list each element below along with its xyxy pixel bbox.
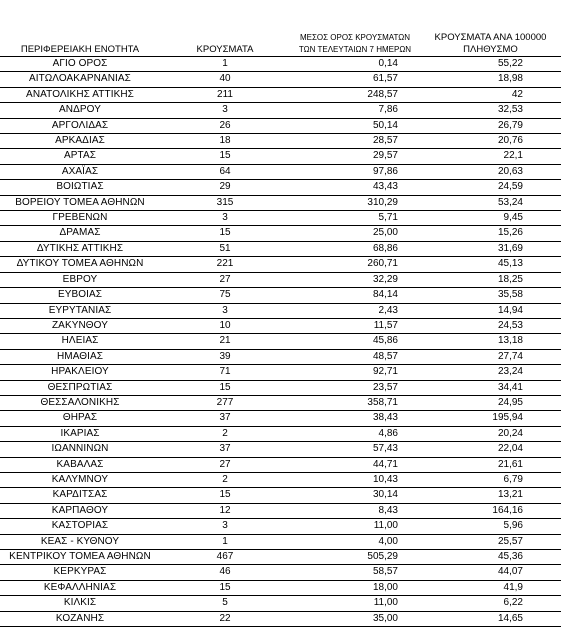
per-100k-cell: 41,9	[420, 580, 561, 595]
table-row	[0, 550, 561, 565]
region-cell: ΚΕΡΚΥΡΑΣ	[0, 565, 160, 580]
per-100k-cell: 53,24	[420, 195, 561, 210]
table-row	[0, 457, 561, 472]
region-cell: ΚΕΑΣ - ΚΥΘΝΟΥ	[0, 534, 160, 549]
table-row	[0, 195, 561, 210]
region-cell: ΚΟΖΑΝΗΣ	[0, 611, 160, 626]
cases-cell: 22	[160, 611, 290, 626]
cases-cell: 2	[160, 426, 290, 441]
avg-cell: 4,00	[290, 534, 420, 549]
table-row	[0, 334, 561, 349]
avg-cell: 32,29	[290, 272, 420, 287]
per-100k-cell: 6,22	[420, 596, 561, 611]
table-row	[0, 411, 561, 426]
avg-cell: 5,71	[290, 211, 420, 226]
cases-cell: 75	[160, 288, 290, 303]
header-per-line1: ΚΡΟΥΣΜΑΤΑ ΑΝΑ 100000	[434, 32, 547, 43]
cases-table	[0, 18, 561, 627]
cases-cell: 15	[160, 380, 290, 395]
avg-cell: 18,00	[290, 580, 420, 595]
per-100k-cell: 14,94	[420, 303, 561, 318]
avg-cell: 11,00	[290, 596, 420, 611]
avg-cell: 310,29	[290, 195, 420, 210]
per-100k-cell: 14,65	[420, 611, 561, 626]
cases-cell: 15	[160, 580, 290, 595]
table-row	[0, 365, 561, 380]
region-cell: ΔΡΑΜΑΣ	[0, 226, 160, 241]
table-row	[0, 57, 561, 72]
region-cell: ΘΗΡΑΣ	[0, 411, 160, 426]
per-100k-cell: 35,58	[420, 288, 561, 303]
cases-cell: 18	[160, 134, 290, 149]
cases-cell: 1	[160, 57, 290, 72]
cases-cell: 27	[160, 457, 290, 472]
per-100k-cell: 164,16	[420, 503, 561, 518]
per-100k-cell: 13,18	[420, 334, 561, 349]
region-cell: ΚΑΒΑΛΑΣ	[0, 457, 160, 472]
cases-cell: 315	[160, 195, 290, 210]
region-cell: ΑΓΙΟ ΟΡΟΣ	[0, 57, 160, 72]
table-row	[0, 149, 561, 164]
table-row	[0, 503, 561, 518]
cases-cell: 15	[160, 149, 290, 164]
cases-cell: 3	[160, 103, 290, 118]
table-row	[0, 226, 561, 241]
per-100k-cell: 45,36	[420, 550, 561, 565]
table-header	[0, 18, 561, 57]
table-row	[0, 565, 561, 580]
header-cases: ΚΡΟΥΣΜΑΤΑ	[160, 18, 290, 57]
table-row	[0, 580, 561, 595]
region-cell: ΕΒΡΟΥ	[0, 272, 160, 287]
region-cell: ΙΚΑΡΙΑΣ	[0, 426, 160, 441]
avg-cell: 11,00	[290, 519, 420, 534]
region-cell: ΕΥΒΟΙΑΣ	[0, 288, 160, 303]
region-cell: ΚΑΡΔΙΤΣΑΣ	[0, 488, 160, 503]
region-cell: ΑΡΤΑΣ	[0, 149, 160, 164]
region-cell: ΑΝΔΡΟΥ	[0, 103, 160, 118]
cases-cell: 2	[160, 472, 290, 487]
avg-cell: 48,57	[290, 349, 420, 364]
cases-cell: 3	[160, 303, 290, 318]
avg-cell: 58,57	[290, 565, 420, 580]
region-cell: ΑΡΚΑΔΙΑΣ	[0, 134, 160, 149]
cases-cell: 29	[160, 180, 290, 195]
avg-cell: 0,14	[290, 57, 420, 72]
cases-cell: 277	[160, 395, 290, 410]
per-100k-cell: 25,57	[420, 534, 561, 549]
table-row	[0, 288, 561, 303]
avg-cell: 505,29	[290, 550, 420, 565]
table-row	[0, 118, 561, 133]
table-row	[0, 164, 561, 179]
region-cell: ΔΥΤΙΚΟΥ ΤΟΜΕΑ ΑΘΗΝΩΝ	[0, 257, 160, 272]
per-100k-cell: 23,24	[420, 365, 561, 380]
table-row	[0, 472, 561, 487]
cases-cell: 12	[160, 503, 290, 518]
per-100k-cell: 45,13	[420, 257, 561, 272]
table-body	[0, 57, 561, 627]
cases-cell: 1	[160, 534, 290, 549]
per-100k-cell: 27,74	[420, 349, 561, 364]
per-100k-cell: 15,26	[420, 226, 561, 241]
avg-cell: 260,71	[290, 257, 420, 272]
cases-cell: 71	[160, 365, 290, 380]
region-cell: ΔΥΤΙΚΗΣ ΑΤΤΙΚΗΣ	[0, 241, 160, 256]
header-per-100k	[420, 18, 561, 57]
table-row	[0, 103, 561, 118]
cases-cell: 21	[160, 334, 290, 349]
cases-cell: 3	[160, 519, 290, 534]
avg-cell: 30,14	[290, 488, 420, 503]
avg-cell: 38,43	[290, 411, 420, 426]
per-100k-cell: 5,96	[420, 519, 561, 534]
cases-cell: 3	[160, 211, 290, 226]
cases-cell: 37	[160, 442, 290, 457]
table-row	[0, 211, 561, 226]
per-100k-cell: 20,24	[420, 426, 561, 441]
table-row	[0, 72, 561, 87]
avg-cell: 44,71	[290, 457, 420, 472]
region-cell: ΗΡΑΚΛΕΙΟΥ	[0, 365, 160, 380]
avg-cell: 43,43	[290, 180, 420, 195]
avg-cell: 28,57	[290, 134, 420, 149]
region-cell: ΚΑΡΠΑΘΟΥ	[0, 503, 160, 518]
region-cell: ΘΕΣΣΑΛΟΝΙΚΗΣ	[0, 395, 160, 410]
table-row	[0, 180, 561, 195]
region-cell: ΚΙΛΚΙΣ	[0, 596, 160, 611]
table-row	[0, 442, 561, 457]
per-100k-cell: 55,22	[420, 57, 561, 72]
per-100k-cell: 24,95	[420, 395, 561, 410]
avg-cell: 45,86	[290, 334, 420, 349]
table-row	[0, 272, 561, 287]
cases-cell: 51	[160, 241, 290, 256]
cases-cell: 5	[160, 596, 290, 611]
region-cell: ΕΥΡΥΤΑΝΙΑΣ	[0, 303, 160, 318]
table-row	[0, 426, 561, 441]
avg-cell: 358,71	[290, 395, 420, 410]
per-100k-cell: 13,21	[420, 488, 561, 503]
table-row	[0, 349, 561, 364]
per-100k-cell: 22,04	[420, 442, 561, 457]
header-avg-line2: ΤΩΝ ΤΕΛΕΥΤΑΙΩΝ 7 ΗΜΕΡΩΝ	[298, 45, 412, 54]
per-100k-cell: 24,53	[420, 318, 561, 333]
header-row	[0, 18, 561, 57]
region-cell: ΓΡΕΒΕΝΩΝ	[0, 211, 160, 226]
avg-cell: 10,43	[290, 472, 420, 487]
cases-cell: 15	[160, 226, 290, 241]
table-row	[0, 380, 561, 395]
avg-cell: 92,71	[290, 365, 420, 380]
cases-cell: 27	[160, 272, 290, 287]
table-row	[0, 241, 561, 256]
per-100k-cell: 20,76	[420, 134, 561, 149]
header-region: ΠΕΡΙΦΕΡΕΙΑΚΗ ΕΝΟΤΗΤΑ	[0, 18, 160, 57]
per-100k-cell: 20,63	[420, 164, 561, 179]
table-row	[0, 488, 561, 503]
avg-cell: 29,57	[290, 149, 420, 164]
cases-cell: 39	[160, 349, 290, 364]
region-cell: ΚΕΝΤΡΙΚΟΥ ΤΟΜΕΑ ΑΘΗΝΩΝ	[0, 550, 160, 565]
cases-cell: 15	[160, 488, 290, 503]
cases-cell: 467	[160, 550, 290, 565]
per-100k-cell: 22,1	[420, 149, 561, 164]
per-100k-cell: 42	[420, 87, 561, 102]
table-row	[0, 534, 561, 549]
avg-cell: 57,43	[290, 442, 420, 457]
region-cell: ΖΑΚΥΝΘΟΥ	[0, 318, 160, 333]
per-100k-cell: 18,25	[420, 272, 561, 287]
avg-cell: 23,57	[290, 380, 420, 395]
header-avg	[290, 18, 420, 57]
avg-cell: 25,00	[290, 226, 420, 241]
avg-cell: 50,14	[290, 118, 420, 133]
per-100k-cell: 34,41	[420, 380, 561, 395]
region-cell: ΚΑΣΤΟΡΙΑΣ	[0, 519, 160, 534]
avg-cell: 4,86	[290, 426, 420, 441]
region-cell: ΚΑΛΥΜΝΟΥ	[0, 472, 160, 487]
region-cell: ΗΜΑΘΙΑΣ	[0, 349, 160, 364]
avg-cell: 11,57	[290, 318, 420, 333]
avg-cell: 8,43	[290, 503, 420, 518]
table-row	[0, 303, 561, 318]
header-per-line2: ΠΛΗΘΥΣΜΟ	[463, 44, 518, 55]
header-avg-line1: ΜΕΣΟΣ ΟΡΟΣ ΚΡΟΥΣΜΑΤΩΝ	[299, 33, 411, 42]
per-100k-cell: 195,94	[420, 411, 561, 426]
per-100k-cell: 18,98	[420, 72, 561, 87]
per-100k-cell: 24,59	[420, 180, 561, 195]
cases-cell: 40	[160, 72, 290, 87]
table-row	[0, 596, 561, 611]
per-100k-cell: 32,53	[420, 103, 561, 118]
avg-cell: 35,00	[290, 611, 420, 626]
avg-cell: 7,86	[290, 103, 420, 118]
cases-cell: 37	[160, 411, 290, 426]
table-row	[0, 395, 561, 410]
region-cell: ΒΟΙΩΤΙΑΣ	[0, 180, 160, 195]
region-cell: ΑΧΑΪΑΣ	[0, 164, 160, 179]
region-cell: ΗΛΕΙΑΣ	[0, 334, 160, 349]
region-cell: ΚΕΦΑΛΛΗΝΙΑΣ	[0, 580, 160, 595]
avg-cell: 2,43	[290, 303, 420, 318]
avg-cell: 97,86	[290, 164, 420, 179]
avg-cell: 61,57	[290, 72, 420, 87]
table-row	[0, 134, 561, 149]
per-100k-cell: 9,45	[420, 211, 561, 226]
avg-cell: 84,14	[290, 288, 420, 303]
cases-cell: 221	[160, 257, 290, 272]
per-100k-cell: 26,79	[420, 118, 561, 133]
per-100k-cell: 31,69	[420, 241, 561, 256]
cases-cell: 46	[160, 565, 290, 580]
cases-cell: 64	[160, 164, 290, 179]
region-cell: ΘΕΣΠΡΩΤΙΑΣ	[0, 380, 160, 395]
table-row	[0, 611, 561, 626]
per-100k-cell: 21,61	[420, 457, 561, 472]
cases-cell: 10	[160, 318, 290, 333]
region-cell: ΒΟΡΕΙΟΥ ΤΟΜΕΑ ΑΘΗΝΩΝ	[0, 195, 160, 210]
region-cell: ΙΩΑΝΝΙΝΩΝ	[0, 442, 160, 457]
avg-cell: 248,57	[290, 87, 420, 102]
region-cell: ΑΡΓΟΛΙΔΑΣ	[0, 118, 160, 133]
per-100k-cell: 44,07	[420, 565, 561, 580]
table-row	[0, 87, 561, 102]
table-row	[0, 257, 561, 272]
per-100k-cell: 6,79	[420, 472, 561, 487]
table-row	[0, 318, 561, 333]
region-cell: ΑΙΤΩΛΟΑΚΑΡΝΑΝΙΑΣ	[0, 72, 160, 87]
cases-cell: 26	[160, 118, 290, 133]
cases-cell: 211	[160, 87, 290, 102]
region-cell: ΑΝΑΤΟΛΙΚΗΣ ΑΤΤΙΚΗΣ	[0, 87, 160, 102]
avg-cell: 68,86	[290, 241, 420, 256]
table-row	[0, 519, 561, 534]
